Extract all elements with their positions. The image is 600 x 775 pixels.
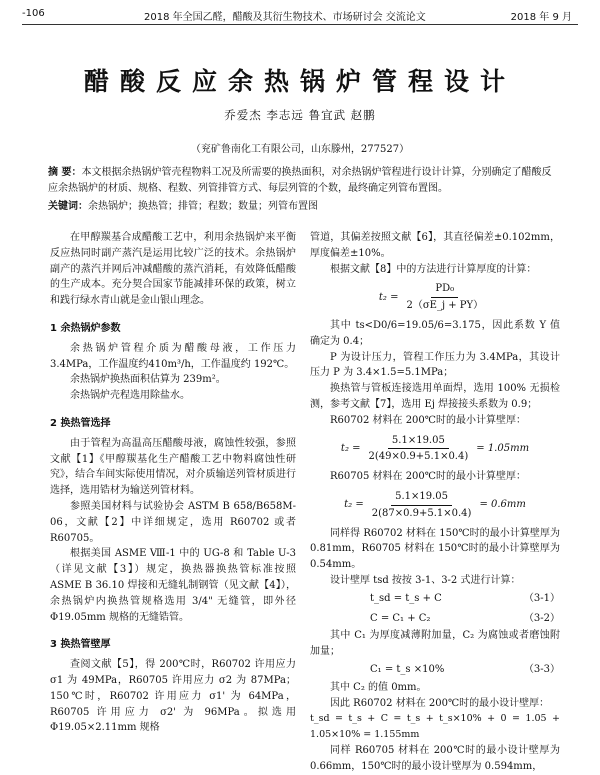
paper-title: 醋酸反应余热锅炉管程设计 bbox=[83, 67, 516, 96]
equation-number: （3-2） bbox=[523, 612, 560, 624]
abstract-text: 本文根据余热锅炉管壳程物料工况及所需要的换热面积，对余热锅炉管程进行设计计算，分别确定了醋酸反应余热锅炉的材质、规格、程数、列管排管方式、每层列管的个数，最终确定列管布置图。 bbox=[48, 167, 552, 194]
formula-denominator: 2(49×0.9+5.1×0.4) bbox=[368, 451, 469, 463]
formula-lhs: t₂ = bbox=[378, 291, 399, 303]
header-rule bbox=[22, 24, 578, 25]
body-paragraph: 其中 ts<D0/6=19.05/6=3.175，因此系数 Y 值确定为 0.4； bbox=[310, 319, 560, 347]
right-column bbox=[310, 230, 560, 775]
intro-paragraph: 在甲醇羰基合成醋酸工艺中，利用余热锅炉来平衡反应热同时副产蒸汽是运用比较广泛的技术。余热锅炉副产的蒸汽并网后冲减醋酸的蒸汽消耗，有效降低醋酸的生产成本。充分契合国家节能减排环保的政策，树立和践行绿水青山就是金山银山理念。 bbox=[50, 232, 296, 307]
equation-3-2 bbox=[310, 609, 560, 629]
wall-thickness-formula bbox=[310, 281, 560, 314]
author-list: 乔爱杰 李志远 鲁宜武 赵鹏 bbox=[224, 108, 376, 122]
formula-fraction bbox=[402, 281, 487, 314]
formula-lhs: t₂ = bbox=[340, 442, 361, 454]
body-paragraph: 其中 C₁ 为厚度减薄附加量，C₂ 为腐蚀或者磨蚀附加量； bbox=[310, 630, 560, 658]
equation-number: （3-3） bbox=[523, 663, 560, 675]
formula-lhs: t₂ = bbox=[344, 499, 364, 511]
section-2-heading: 2 换热管选择 bbox=[50, 417, 111, 429]
body-paragraph: 根据文献【8】中的方法进行计算厚度的计算： bbox=[330, 263, 537, 275]
equation-number: （3-1） bbox=[523, 592, 560, 604]
affiliation: （兖矿鲁南化工有限公司，山东滕州，277527） bbox=[190, 144, 410, 155]
abstract-label: 摘 要： bbox=[48, 167, 82, 178]
equation-body: C = C₁ + C₂ bbox=[370, 612, 431, 624]
formula-result: = 0.6mm bbox=[479, 499, 526, 511]
equation-3-1 bbox=[310, 589, 560, 609]
equation-body: t_sd = t_s + C bbox=[370, 592, 442, 604]
formula-denominator: 2(87×0.9+5.1×0.4) bbox=[371, 507, 472, 519]
body-paragraph: 同样得 R60702 材料在 150℃时的最小计算壁厚为 0.81mm，R60705 材料在 150℃时的最小计算壁厚为 0.54mm。 bbox=[310, 527, 560, 571]
formula-numerator: 5.1×19.05 bbox=[388, 433, 449, 450]
body-paragraph: P 为设计压力，管程工作压力为 3.4MPa，其设计压力 P 为 3.4×1.5=5.1MPa； bbox=[310, 351, 560, 379]
keywords-label: 关键词： bbox=[48, 201, 88, 212]
equation-3-3 bbox=[310, 660, 560, 680]
abstract bbox=[48, 165, 560, 197]
formula-fraction bbox=[365, 433, 473, 466]
section-2-paragraph: 根据美国 ASME Ⅷ-1 中的 UG-8 和 Table U-3（详见文献【3】）规定，换热器换热管标准按照 ASME B 36.10 焊接和无缝轧制钢管（见文献【4】），余热锅炉内换热管规格选用 3/4" 无缝管，即外径 Φ19.05mm 规格的无缝锆管。 bbox=[50, 548, 296, 623]
header-date: 2018 年 9 月 bbox=[510, 12, 572, 23]
formula-denominator: 2（σE_j + PY） bbox=[406, 300, 484, 312]
body-paragraph: 同样 R60705 材料在 200℃时的最小设计壁厚为 0.66mm，150℃时的最小设计壁厚为 0.594mm， bbox=[310, 744, 560, 772]
body-paragraph: 管道，其偏差按照文献【6】，其直径偏差±0.102mm，厚度偏差±10%。 bbox=[310, 232, 560, 259]
r60705-thickness-formula bbox=[310, 489, 560, 522]
running-header bbox=[22, 8, 578, 24]
section-1-heading: 1 余热锅炉参数 bbox=[50, 322, 121, 334]
formula-fraction bbox=[368, 489, 476, 522]
r60702-thickness-formula bbox=[310, 433, 560, 466]
page-number: -106 bbox=[22, 8, 45, 19]
body-paragraph: R60705 材料在 200℃时的最小计算壁厚： bbox=[330, 471, 526, 483]
section-1-paragraph: 余热锅炉壳程选用除盐水。 bbox=[70, 390, 190, 402]
section-3-heading: 3 换热管壁厚 bbox=[50, 639, 111, 651]
section-1-paragraph: 余热锅炉换热面积估算为 239m²。 bbox=[70, 374, 226, 386]
section-3-paragraph: 查阅文献【5】，得 200℃时，R60702 许用应力 σ1 为 49MPa，R60705 许用应力 σ2 为 87MPa；150℃时，R60702 许用应力 σ1' 为 64MPa，R60705 许用应力 σ2' 为 96MPa。拟选用 Φ19.05×2.11mm 规格 bbox=[50, 659, 296, 734]
section-2-paragraph: 参照美国材料与试验协会 ASTM B 658/B658M-06，文献【2】中详细规定，选用 R60702 或者 R60705。 bbox=[50, 500, 296, 544]
body-paragraph: 设计壁厚 tsd 按按 3-1、3-2 式进行计算： bbox=[330, 574, 521, 586]
formula-result: = 1.05mm bbox=[476, 442, 530, 454]
body-paragraph: 换热管与管板连接选用单面焊，选用 100% 无损检测，参考文献【7】，选用 Ej 焊接接头系数为 0.9； bbox=[310, 383, 560, 410]
section-2-paragraph: 由于管程为高温高压醋酸母液，腐蚀性较强，参照文献【1】《甲醇羰基化生产醋酸工艺中物料腐蚀性研究》，结合车间实际使用情况，对介质输送列管材质进行选择，选用锆材为输送列管材料。 bbox=[50, 437, 296, 497]
formula-numerator: 5.1×19.05 bbox=[391, 489, 452, 506]
equation-body: C₁ = t_s ×10% bbox=[370, 663, 445, 675]
body-paragraph: R60702 材料在 200℃时的最小计算壁厚： bbox=[330, 414, 526, 426]
conference-name: 2018 年全国乙醛，醋酸及其衍生物技术、市场研讨会 交流论文 bbox=[144, 12, 426, 23]
section-1-paragraph: 余热锅炉管程介质为醋酸母液，工作压力3.4MPa，工作温度约410m³/h，工作温度约 192℃。 bbox=[50, 342, 296, 370]
formula-numerator: PD₀ bbox=[431, 281, 458, 298]
keywords-text: 余热锅炉；换热管；排管；程数；数量；列管布置图 bbox=[88, 201, 318, 212]
keywords bbox=[48, 197, 560, 212]
body-paragraph: 因此 R60702 材料在 200℃时的最小设计壁厚： bbox=[330, 697, 550, 709]
body-paragraph: 其中 C₂ 的值 0mm。 bbox=[330, 681, 427, 693]
design-thickness-equation: t_sd = t_s + C = t_s + t_s×10% + 0 = 1.05 + 1.05×10% = 1.155mm bbox=[310, 713, 560, 741]
left-column bbox=[50, 230, 296, 736]
